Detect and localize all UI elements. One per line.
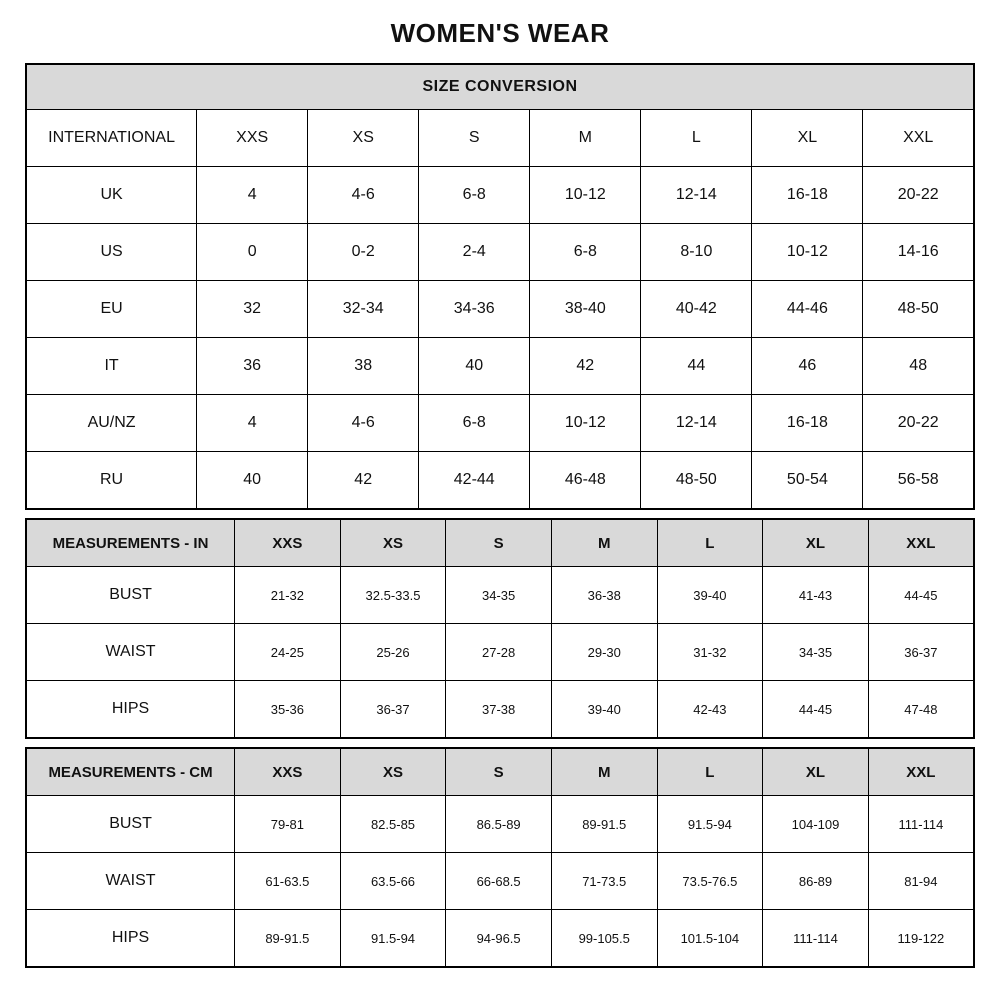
table-cell: 44-45 — [763, 681, 869, 739]
column-header: M — [530, 110, 641, 167]
table-caption-row — [26, 64, 974, 110]
table-cell: 36-37 — [340, 681, 446, 739]
table-cell: 16-18 — [752, 395, 863, 452]
table-cell: 44 — [641, 338, 752, 395]
column-header: S — [419, 110, 530, 167]
table-cell: 12-14 — [641, 167, 752, 224]
row-label: UK — [26, 167, 197, 224]
table-cell: 38 — [308, 338, 419, 395]
table-cell: 36 — [197, 338, 308, 395]
table-cell: 86.5-89 — [446, 796, 552, 853]
table-header-row — [26, 748, 974, 796]
table-cell: 40 — [197, 452, 308, 510]
table-cell: 42 — [308, 452, 419, 510]
row-label: BUST — [26, 796, 235, 853]
row-label: WAIST — [26, 624, 235, 681]
column-header: XL — [752, 110, 863, 167]
table-cell: 94-96.5 — [446, 910, 552, 968]
row-label: IT — [26, 338, 197, 395]
table-cell: 34-36 — [419, 281, 530, 338]
column-header: L — [657, 519, 763, 567]
table-cell: 61-63.5 — [235, 853, 341, 910]
table-cell: 38-40 — [530, 281, 641, 338]
table-cell: 111-114 — [868, 796, 974, 853]
table-cell: 14-16 — [863, 224, 974, 281]
table-cell: 41-43 — [763, 567, 869, 624]
table-row — [26, 567, 974, 624]
table-cell: 4-6 — [308, 167, 419, 224]
column-header: XXS — [235, 519, 341, 567]
table-cell: 82.5-85 — [340, 796, 446, 853]
row-label: HIPS — [26, 681, 235, 739]
table-cell: 66-68.5 — [446, 853, 552, 910]
table-cell: 6-8 — [530, 224, 641, 281]
table-cell: 25-26 — [340, 624, 446, 681]
table-cell: 0-2 — [308, 224, 419, 281]
table-cell: 10-12 — [752, 224, 863, 281]
column-header: XL — [763, 748, 869, 796]
table-cell: 46 — [752, 338, 863, 395]
table-cell: 44-45 — [868, 567, 974, 624]
table-row — [26, 167, 974, 224]
row-label: BUST — [26, 567, 235, 624]
table-header-row — [26, 519, 974, 567]
column-header: MEASUREMENTS - CM — [26, 748, 235, 796]
measurements-cm-table — [25, 747, 975, 968]
table-cell: 119-122 — [868, 910, 974, 968]
table-cell: 34-35 — [446, 567, 552, 624]
column-header: XS — [340, 519, 446, 567]
table-cell: 21-32 — [235, 567, 341, 624]
table-cell: 104-109 — [763, 796, 869, 853]
table-cell: 39-40 — [551, 681, 657, 739]
table-cell: 4 — [197, 395, 308, 452]
column-header: XXL — [868, 519, 974, 567]
table-cell: 2-4 — [419, 224, 530, 281]
table-cell: 24-25 — [235, 624, 341, 681]
column-header: XXS — [235, 748, 341, 796]
table-row — [26, 452, 974, 510]
table-cell: 10-12 — [530, 167, 641, 224]
table-cell: 35-36 — [235, 681, 341, 739]
row-label: US — [26, 224, 197, 281]
table-cell: 42-43 — [657, 681, 763, 739]
column-header: MEASUREMENTS - IN — [26, 519, 235, 567]
table-cell: 27-28 — [446, 624, 552, 681]
row-label: RU — [26, 452, 197, 510]
table-cell: 12-14 — [641, 395, 752, 452]
table-cell: 20-22 — [863, 167, 974, 224]
table-cell: 32-34 — [308, 281, 419, 338]
table-cell: 8-10 — [641, 224, 752, 281]
table-row — [26, 624, 974, 681]
table-row — [26, 796, 974, 853]
table-cell: 48-50 — [641, 452, 752, 510]
table-cell: 71-73.5 — [551, 853, 657, 910]
table-caption: SIZE CONVERSION — [26, 64, 974, 110]
column-header: XS — [340, 748, 446, 796]
row-label: EU — [26, 281, 197, 338]
table-cell: 31-32 — [657, 624, 763, 681]
table-row — [26, 395, 974, 452]
table-cell: 6-8 — [419, 167, 530, 224]
column-header: XL — [763, 519, 869, 567]
column-header: L — [641, 110, 752, 167]
column-header: S — [446, 519, 552, 567]
table-cell: 0 — [197, 224, 308, 281]
table-cell: 111-114 — [763, 910, 869, 968]
table-cell: 20-22 — [863, 395, 974, 452]
table-cell: 16-18 — [752, 167, 863, 224]
table-cell: 29-30 — [551, 624, 657, 681]
table-cell: 99-105.5 — [551, 910, 657, 968]
table-cell: 91.5-94 — [657, 796, 763, 853]
column-header: XXL — [868, 748, 974, 796]
row-label: HIPS — [26, 910, 235, 968]
column-header: XXL — [863, 110, 974, 167]
table-row — [26, 224, 974, 281]
table-cell: 81-94 — [868, 853, 974, 910]
column-header: M — [551, 748, 657, 796]
table-cell: 4-6 — [308, 395, 419, 452]
table-cell: 48-50 — [863, 281, 974, 338]
table-row — [26, 910, 974, 968]
table-cell: 50-54 — [752, 452, 863, 510]
table-cell: 42 — [530, 338, 641, 395]
measurements-in-table — [25, 518, 975, 739]
column-header: S — [446, 748, 552, 796]
table-cell: 40 — [419, 338, 530, 395]
column-header: XS — [308, 110, 419, 167]
table-cell: 48 — [863, 338, 974, 395]
table-cell: 4 — [197, 167, 308, 224]
table-cell: 91.5-94 — [340, 910, 446, 968]
table-row — [26, 338, 974, 395]
table-cell: 73.5-76.5 — [657, 853, 763, 910]
column-header: M — [551, 519, 657, 567]
size-conversion-table — [25, 63, 975, 510]
table-cell: 89-91.5 — [551, 796, 657, 853]
table-cell: 46-48 — [530, 452, 641, 510]
column-header: XXS — [197, 110, 308, 167]
table-cell: 63.5-66 — [340, 853, 446, 910]
table-cell: 42-44 — [419, 452, 530, 510]
row-label: WAIST — [26, 853, 235, 910]
column-header: L — [657, 748, 763, 796]
table-cell: 101.5-104 — [657, 910, 763, 968]
table-row — [26, 281, 974, 338]
table-cell: 34-35 — [763, 624, 869, 681]
column-header: INTERNATIONAL — [26, 110, 197, 167]
table-cell: 56-58 — [863, 452, 974, 510]
table-cell: 47-48 — [868, 681, 974, 739]
table-row — [26, 853, 974, 910]
table-header-row — [26, 110, 974, 167]
table-cell: 37-38 — [446, 681, 552, 739]
table-cell: 89-91.5 — [235, 910, 341, 968]
table-cell: 32 — [197, 281, 308, 338]
table-cell: 39-40 — [657, 567, 763, 624]
table-cell: 44-46 — [752, 281, 863, 338]
table-cell: 36-38 — [551, 567, 657, 624]
table-cell: 86-89 — [763, 853, 869, 910]
table-cell: 32.5-33.5 — [340, 567, 446, 624]
table-cell: 79-81 — [235, 796, 341, 853]
page-title: WOMEN'S WEAR — [390, 18, 610, 48]
table-row — [26, 681, 974, 739]
table-cell: 10-12 — [530, 395, 641, 452]
table-cell: 6-8 — [419, 395, 530, 452]
table-cell: 40-42 — [641, 281, 752, 338]
row-label: AU/NZ — [26, 395, 197, 452]
table-cell: 36-37 — [868, 624, 974, 681]
